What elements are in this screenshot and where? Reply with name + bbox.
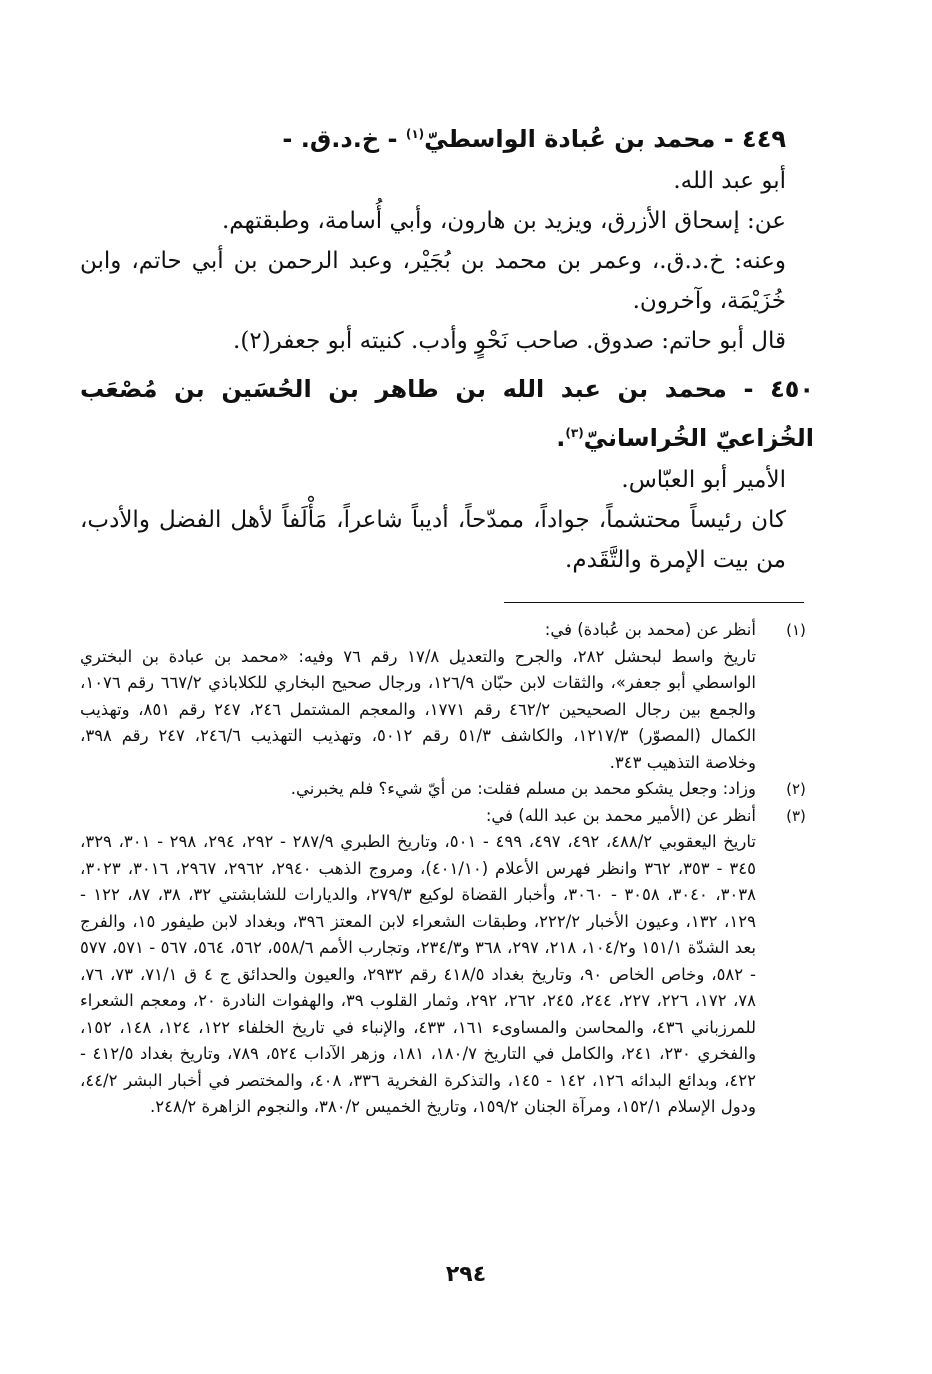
footnote-3-body [80, 803, 756, 1121]
footnote-1 [80, 617, 814, 776]
entry-450-note-mark: (٣) [565, 426, 584, 440]
entry-449-kunya: أبو عبد الله. [673, 168, 786, 194]
footnote-2-body [80, 776, 756, 803]
page-number: ٢٩٤ [445, 1262, 487, 1287]
entry-450-number: ٤٥٠ [770, 375, 815, 403]
footnote-2-mark: (٢) [786, 780, 806, 798]
footnote-3-mark: (٣) [786, 806, 806, 825]
footnote-2 [80, 776, 814, 803]
entry-450-description: كان رئيساً محتشماً، جواداً، ممدّحاً، أديباً شاعراً، مَأْلَفاً لأهل الفضل والأدب، من بيت الإمرة والتَّقَدم. [80, 507, 786, 573]
entry-449-number: ٤٤٩ [742, 125, 786, 153]
footnote-1-line: تاريخ واسط لبحشل ٢٨٢، والجرح والتعديل ١٧/٨ رقم ٧٦ وفيه: «محمد بن عبادة بن البختري الواسطي أبو جعفر»، والثقات لابن حبّان ١٢٦/٩، ورجال صحيح البخاري للكلاباذي ٦٦٧/٢ رقم ١٠٧٦، والجمع بين رجال الصحيحين ٤٦٢/٢ رقم ١٧٧١، والمعجم المشتمل ٢٤٦، ٢٤٧ رقم ٨٥١، وتهذيب الكمال (المصوّر) ١٢١٧/٣، والكاشف ٥١/٣ رقم ٥٠١٢، وتهذيب التهذيب ٢٤٦/٦، ٢٤٧ رقم ٣٩٨، وخلاصة التذهيب ٣٤٣. [80, 646, 756, 772]
entry-449-title: ٤٤٩ - محمد بن عُبادة الواسطيّ$^{(١)}$ - خ.د.ق. - [282, 125, 786, 153]
entry-449-assessment: قال أبو حاتم: صدوق. صاحب نَحْوٍ وأدب. كنيته أبو جعفر(٢). [233, 328, 786, 354]
footnote-1-line: أنظر عن (محمد بن عُبادة) في: [544, 620, 756, 639]
book-page [80, 112, 814, 1374]
footnote-3 [80, 803, 814, 1121]
footnote-1-mark: (١) [786, 621, 806, 639]
entry-450-kunya: الأمير أبو العبّاس. [621, 467, 786, 493]
entry-449-teachers: عن: إسحاق الأزرق، ويزيد بن هارون، وأبي أُسامة، وطبقتهم. [221, 208, 786, 234]
footnote-1-body [80, 617, 756, 776]
entry-450-name: محمد بن عبد الله بن طاهر بن الحُسَين بن مُصْعَب الخُزاعيّ الخُراسانيّ [80, 375, 814, 452]
footnotes [80, 617, 814, 1121]
footnote-3-line: تاريخ اليعقوبي ٤٨٨/٢، ٤٩٢، ٤٩٧، ٤٩٩ - ٥٠١، وتاريخ الطبري ٢٨٧/٩ - ٢٩٢، ٢٩٤، ٢٩٨ - ٣٠١، ٣٢٩، ٣٤٥ - ٣٥٣، ٣٦٢ وانظر فهرس الأعلام (٤٠١/١٠)، ومروج الذهب ٢٩٤٠، ٢٩٦٢، ٢٩٦٧، ٣٠١٦، ٣٠٢٣، ٣٠٣٨، ٣٠٤٠، ٣٠٥٨ - ٣٠٦٠، وأخبار القضاة لوكيع ٢٧٩/٣، والديارات للشابشتي ٣٢، ٣٨، ٨٧، ١٢٢ - ١٢٩، ١٣٢، وعيون الأخبار ٢٢٢/٢، وطبقات الشعراء لابن المعتز ٣٩٦، وبغداد لابن طيفور ١٥، والفرج بعد الشدّة ١٥١/١ و١٠٤/٢، ٢١٨، ٢٩٧، ٣٦٨ و٢٣٤/٣، وتجارب الأمم ٥٥٨/٦، ٥٦٢، ٥٦٤، ٥٦٧ - ٥٧١، ٥٧٧ - ٥٨٢، وخاص الخاص ٩٠، وتاريخ بغداد ٤١٨/٥ رقم ٢٩٣٢، والعيون والحدائق ج ٤ ق ٧١/١، ٧٣، ٧٦، ٧٨، ١٧٢، ٢٢٦، ٢٢٧، ٢٤٤، ٢٤٥، ٢٦٢، ٢٩٢، وثمار القلوب ٣٩، والهفوات النادرة ٢٠، ومعجم الشعراء للمرزباني ٤٣٦، والمحاسن والمساوىء ١٦١، ٤٣٣، والإنباء في تاريخ الخلفاء ١٢٢، ١٢٤، ١٤٨، ١٥٢، والفخري ٢٣٠، ٢٤١، والكامل في التاريخ ١٨٠/٧، ١٨١، وزهر الآداب ٥٢٤، ٧٨٩، وتاريخ بغداد ٤١٢/٥ - ٤٢٢، وبدائع البدائه ١٢٦، ١٤٢ - ١٤٥، والتذكرة الفخرية ٣٣٦، ٤٠٨، والمختصر في أخبار البشر ٤٤/٢، ودول الإسلام ١٥٢/١، ومرآة الجنان ١٥٩/٢، وتاريخ الخميس ٣٨٠/٢، والنجوم الزاهرة ٢٤٨/٢. [80, 832, 757, 1116]
entry-450-title: ٤٥٠ - محمد بن عبد الله بن طاهر بن الحُسَين بن مُصْعَب الخُزاعيّ الخُراسانيّ$^{(٣)}$. [80, 375, 815, 452]
entry-449-sigla: - خ.د.ق. - [282, 125, 406, 153]
footnote-divider [504, 602, 804, 603]
footnote-2-line: وزاد: وجعل يشكو محمد بن مسلم فقلت: من أيّ شيء؟ فلم يخبرني. [290, 779, 756, 798]
footnote-3-line: أنظر عن (الأمير محمد بن عبد الله) في: [485, 805, 756, 825]
entry-449-students: وعنه: خ.د.ق.، وعمر بن محمد بن بُجَيْر، وعبد الرحمن بن أبي حاتم، وابن خُزَيْمَة، وآخرون. [80, 248, 786, 314]
entry-449-name: محمد بن عُبادة الواسطيّ [424, 125, 716, 153]
entry-449-note-mark: (١) [405, 127, 425, 141]
entry-450-tail: . [556, 424, 566, 452]
